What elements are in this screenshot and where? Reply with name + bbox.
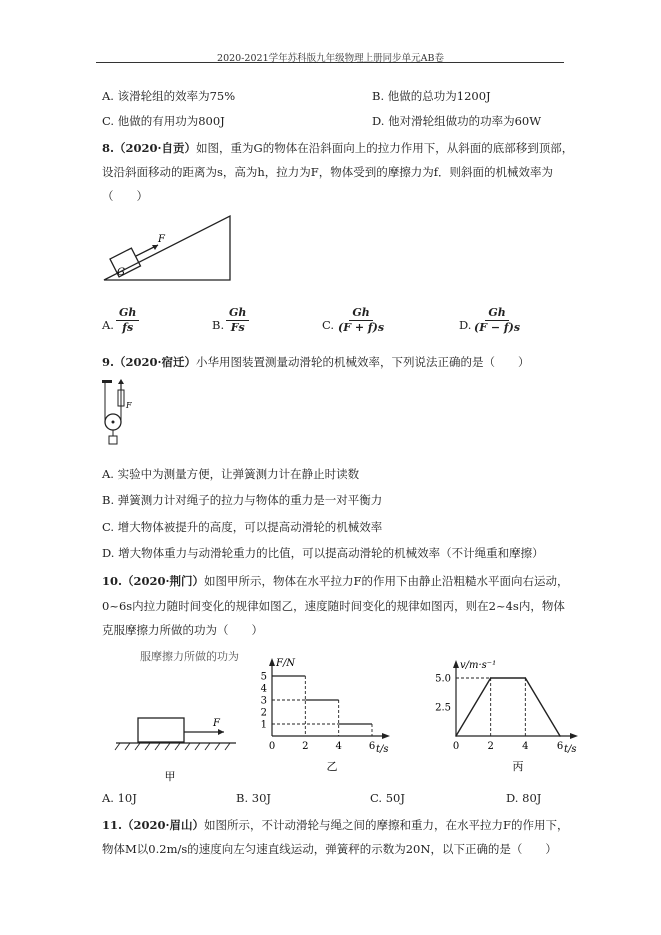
block-on-surface: [138, 718, 184, 742]
yi-ytick-4: 5: [260, 671, 267, 683]
q8-option-b-numerator: Gh: [226, 306, 249, 321]
q8-option-b-letter: B.: [212, 318, 225, 332]
q10-stem-line1: [102, 573, 569, 589]
q8-number: 8.: [102, 141, 115, 155]
q11-stem-line1: [102, 817, 569, 833]
q8-option-a-denominator: fs: [122, 321, 134, 334]
q8-option-a-numerator: Gh: [116, 306, 139, 321]
q8-incline-figure: [100, 212, 240, 284]
q8-option-d-numerator: Gh: [485, 306, 508, 321]
q11-number: 11.: [102, 818, 123, 832]
bing-velocity-line: [456, 678, 560, 736]
q7-option-b: B. 他做的总功为1200J: [372, 89, 491, 103]
q9-number: 9.: [102, 355, 115, 369]
q8-option-a-fraction: [116, 306, 139, 335]
q9-option-a: A. 实验中为测量方便，让弹簧测力计在静止时读数: [102, 467, 360, 481]
yi-xtick-1: 2: [302, 741, 309, 752]
yi-ylabel: F/N: [276, 658, 296, 669]
page-header: 2020-2021学年苏科版九年级物理上册同步单元AB卷: [217, 53, 444, 64]
q8-option-c-letter: C.: [322, 318, 335, 332]
yi-xlabel: t/s: [376, 744, 389, 755]
q8-option-d-letter: D.: [459, 318, 472, 332]
q9-pulley-figure: [100, 378, 136, 448]
yi-caption: 乙: [326, 760, 338, 773]
bing-xtick-2: 4: [522, 741, 529, 752]
q9-force-label: F: [126, 401, 132, 410]
block-g-label: G: [117, 267, 125, 278]
q8-source: （2020·自贡）: [114, 141, 197, 155]
q7-option-c: C. 他做的有用功为800J: [102, 114, 225, 128]
yi-xtick-0: 0: [268, 741, 276, 752]
q10-option-c: C. 50J: [370, 791, 405, 805]
force-f-label: F: [158, 234, 165, 245]
yi-ytick-1: 2: [260, 707, 267, 719]
jia-force-arrowhead: [218, 729, 224, 735]
q8-option-c-fraction: [338, 306, 384, 335]
bing-xtick-3: 6: [556, 741, 564, 752]
q11-stem-text: 如图所示，不计动滑轮与绳之间的摩擦和重力，在水平拉力F的作用下，: [204, 818, 569, 832]
yi-xtick-2: 4: [335, 741, 342, 752]
bing-x-arrow: [570, 733, 578, 739]
jia-force-label: F: [213, 718, 220, 729]
q7-option-a: A. 该滑轮组的效率为75%: [102, 89, 236, 103]
q8-option-a-letter: A.: [102, 318, 114, 332]
q9-stem-text: 小华用图装置测量动滑轮的机械效率，下列说法正确的是（ ）: [196, 355, 530, 369]
pull-arrowhead: [118, 379, 124, 384]
yi-ytick-3: 4: [260, 683, 267, 695]
q10-source: （2020·荆门）: [122, 574, 205, 588]
bing-caption: 丙: [512, 760, 524, 773]
yi-ytick-0: 1: [260, 719, 267, 731]
q10-stem-line3: 克服摩擦力所做的功为（ ）: [102, 623, 263, 637]
bing-y-arrow: [453, 660, 459, 668]
bing-xtick-1: 2: [487, 741, 494, 752]
bing-ytick-1: 5.0: [435, 673, 451, 685]
surface-hatching: [115, 743, 230, 750]
q11-stem-line2: 物体M以0.2m/s的速度向左匀速直线运动，弹簧秤的示数为20N，以下正确的是（ ）: [102, 842, 557, 856]
q9-source: （2020·宿迁）: [114, 355, 197, 369]
bing-xlabel: t/s: [564, 744, 577, 755]
q8-option-d-fraction: [474, 306, 520, 335]
chart-yi: [252, 646, 402, 786]
block-g: [110, 248, 140, 277]
q10-stem-text: 如图甲所示，物体在水平拉力F的作用下由静止沿粗糙水平面向右运动，: [204, 574, 569, 588]
pulley-axle: [112, 421, 115, 424]
q9-option-b: B. 弹簧测力计对绳子的拉力与物体的重力是一对平衡力: [102, 493, 383, 507]
bing-point-2: [525, 677, 527, 679]
q8-option-c-denominator: (F + f)s: [338, 321, 385, 334]
bing-point-0: [455, 735, 457, 737]
q8-option-c-numerator: Gh: [349, 306, 372, 321]
q10-stem-line2: 0~6s内拉力随时间变化的规律如图乙，速度随时间变化的规律如图丙，则在2~4s内，物体: [102, 599, 565, 613]
q8-stem-line1: [102, 140, 573, 156]
q9-stem: [102, 354, 530, 370]
handwritten-note: 服摩擦力所做的功为: [140, 650, 239, 663]
q10-option-b: B. 30J: [236, 791, 272, 805]
q7-option-d: D. 他对滑轮组做功的功率为60W: [372, 114, 542, 128]
q9-option-d: D. 增大物体重力与动滑轮重力的比值，可以提高动滑轮的机械效率（不计绳重和摩擦）: [102, 546, 544, 560]
q8-blank: （ ）: [102, 189, 148, 203]
jia-caption: 甲: [164, 770, 176, 783]
q11-source: （2020·眉山）: [122, 818, 205, 832]
q9-option-c: C. 增大物体被提升的高度，可以提高动滑轮的机械效率: [102, 520, 383, 534]
bing-point-3: [559, 735, 561, 737]
q8-option-b-fraction: [226, 306, 249, 335]
bing-ylabel: v/m·s⁻¹: [460, 660, 497, 671]
weight-object: [109, 436, 117, 444]
q8-option-b-denominator: Fs: [230, 321, 245, 334]
q10-option-a: A. 10J: [102, 791, 137, 805]
ceiling-mount: [102, 380, 112, 383]
yi-xtick-3: 6: [368, 741, 376, 752]
q10-number: 10.: [102, 574, 123, 588]
bing-xtick-0: 0: [452, 741, 460, 752]
fig-jia: [112, 712, 242, 786]
q8-stem-text: 如图，重为G的物体在沿斜面向上的拉力作用下，从斜面的底部移到顶部，: [196, 141, 574, 155]
yi-ytick-2: 3: [260, 695, 267, 707]
yi-y-arrow: [269, 658, 275, 666]
yi-x-arrow: [382, 733, 390, 739]
q8-option-d-denominator: (F − f)s: [474, 321, 521, 334]
chart-bing: [420, 646, 590, 786]
bing-point-1: [490, 677, 492, 679]
header-divider: [96, 62, 564, 63]
q8-stem-line2: 设沿斜面移动的距离为s，高为h，拉力为F，物体受到的摩擦力为f．则斜面的机械效率为: [102, 165, 554, 179]
q10-option-d: D. 80J: [506, 791, 542, 805]
bing-ytick-0: 2.5: [435, 702, 451, 714]
